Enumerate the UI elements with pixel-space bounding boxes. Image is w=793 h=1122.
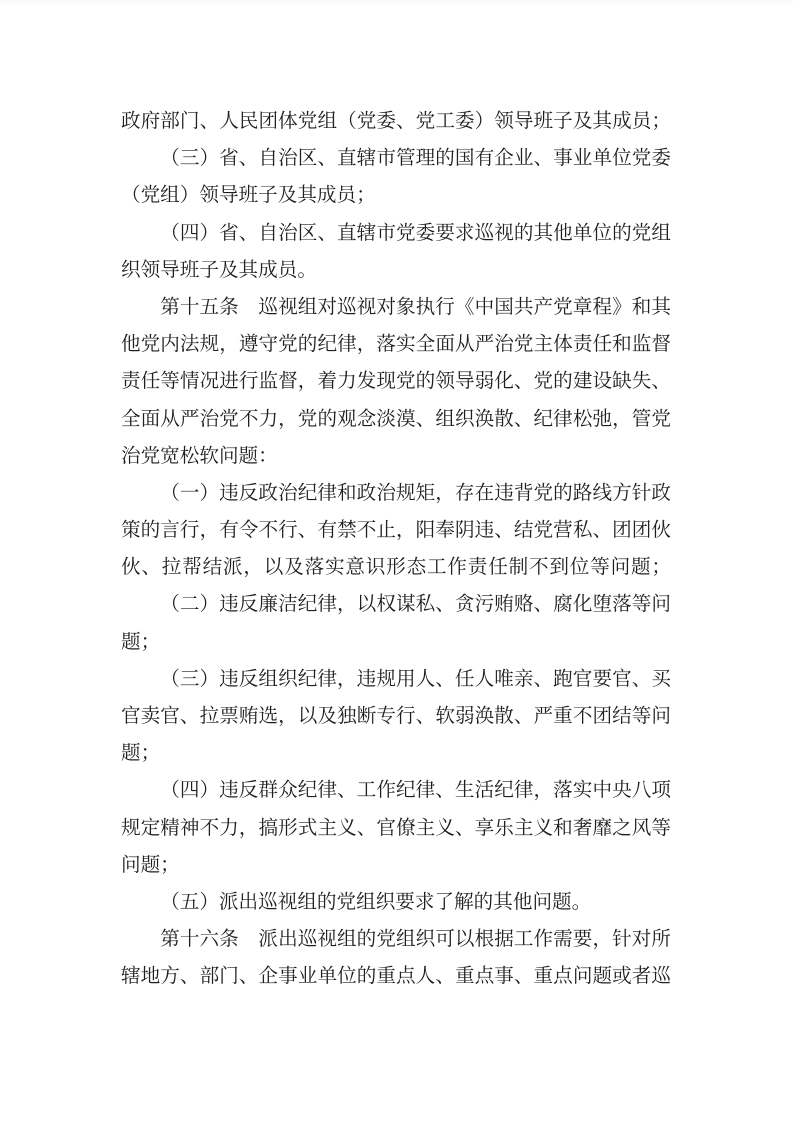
text-line: （二）违反廉洁纪律，以权谋私、贪污贿赂、腐化堕落等问 (160, 594, 671, 616)
text-line: （党组）领导班子及其成员； (121, 185, 376, 207)
page-top-edge (0, 0, 793, 4)
text-line: 规定精神不力，搞形式主义、官僚主义、享乐主义和奢靡之风等 (121, 817, 671, 839)
text-line: 策的言行，有令不行、有禁不止，阳奉阴违、结党营私、团团伙 (121, 520, 671, 542)
text-line: 题； (121, 743, 161, 765)
text-line: 责任等情况进行监督，着力发现党的领导弱化、党的建设缺失、 (121, 371, 671, 393)
text-line: 政府部门、人民团体党组（党委、党工委）领导班子及其成员； (121, 111, 671, 132)
text-line: 伙、拉帮结派，以及落实意识形态工作责任制不到位等问题； (121, 557, 671, 579)
document-text-block (121, 103, 671, 996)
text-line: 全面从严治党不力，党的观念淡漠、组织涣散、纪律松弛，管党 (121, 408, 671, 430)
text-line: 辖地方、部门、企事业单位的重点人、重点事、重点问题或者巡 (121, 966, 671, 988)
text-line: （四）省、自治区、直辖市党委要求巡视的其他单位的党组 (160, 222, 671, 244)
text-line: 第十五条 巡视组对巡视对象执行《中国共产党章程》和其 (160, 296, 671, 318)
text-line: 问题； (121, 854, 180, 876)
text-line: 题； (121, 631, 161, 653)
text-line: 官卖官、拉票贿选，以及独断专行、软弱涣散、严重不团结等问 (121, 706, 671, 727)
text-line: （三）违反组织纪律，违规用人、任人唯亲、跑官要官、买 (160, 668, 671, 690)
text-line: 织领导班子及其成员。 (121, 259, 317, 281)
text-line: （三）省、自治区、直辖市管理的国有企业、事业单位党委 (160, 148, 671, 170)
text-line: （五）派出巡视组的党组织要求了解的其他问题。 (160, 891, 592, 913)
text-line: 他党内法规，遵守党的纪律，落实全面从严治党主体责任和监督 (121, 334, 671, 356)
text-line: （一）违反政治纪律和政治规矩，存在违背党的路线方针政 (160, 482, 671, 504)
text-line: （四）违反群众纪律、工作纪律、生活纪律，落实中央八项 (160, 780, 671, 802)
text-line: 第十六条 派出巡视组的党组织可以根据工作需要，针对所 (160, 929, 671, 951)
text-line: 治党宽松软问题： (121, 445, 278, 467)
